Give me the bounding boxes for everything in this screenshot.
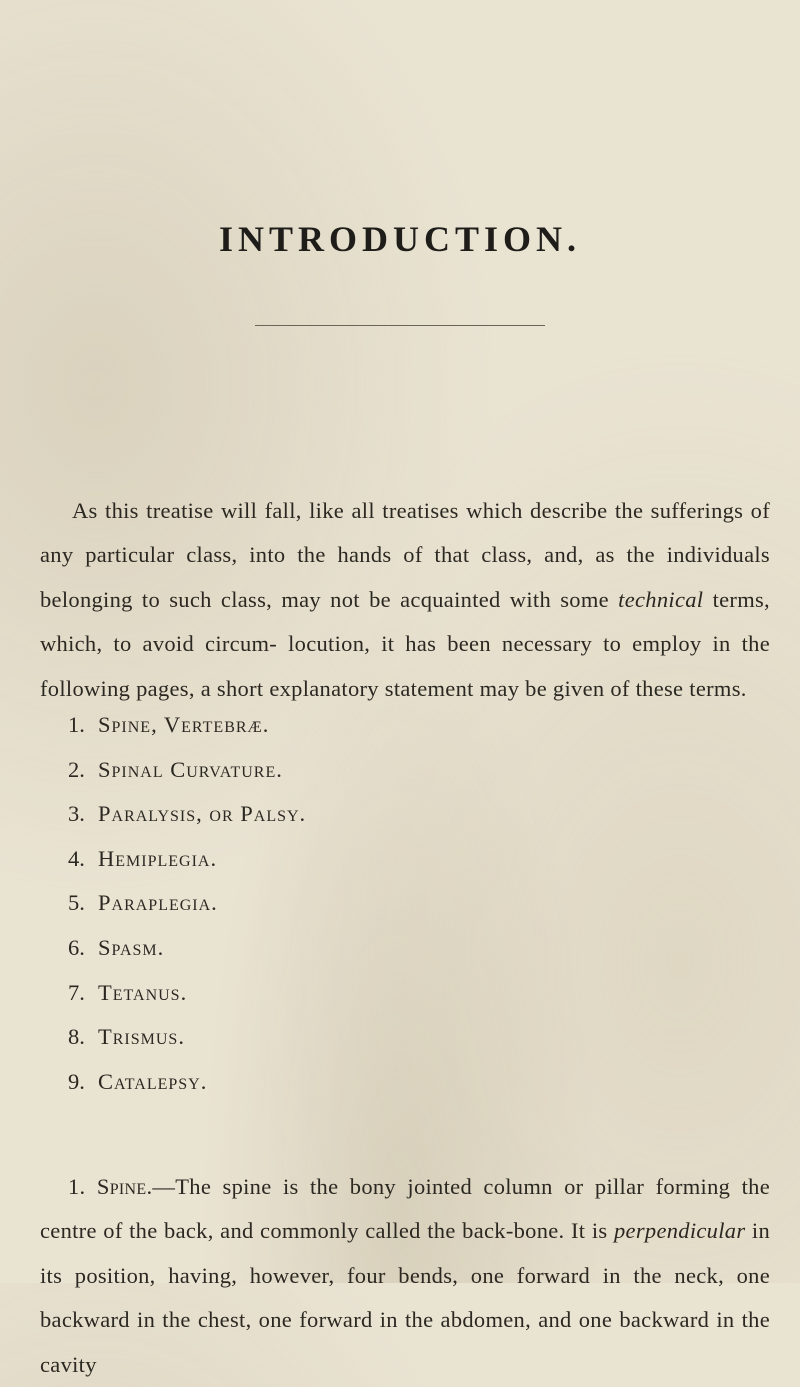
list-term: Spinal Curvature.	[98, 757, 283, 782]
list-item	[68, 703, 306, 748]
list-item	[68, 926, 306, 971]
definition-emphasis: perpendicular	[614, 1218, 745, 1243]
definition-term: Spine.	[97, 1174, 153, 1199]
list-item	[68, 837, 306, 882]
list-term: Trismus.	[98, 1024, 185, 1049]
list-number: 8.	[68, 1015, 98, 1060]
list-item	[68, 792, 306, 837]
list-number: 9.	[68, 1060, 98, 1105]
intro-paragraph	[40, 489, 770, 712]
list-number: 7.	[68, 971, 98, 1016]
intro-text: As this treatise will fall, like all treatises which describe the sufferings of any particular class, into the hands of that class, and, as the individuals belonging to such class, may not be acquainted with some	[40, 498, 770, 612]
list-number: 1.	[68, 703, 98, 748]
definition-text: —The spine is the bony jointed column or pillar forming the centre of the back, and commonly called the back-bone. It is	[40, 1174, 770, 1244]
list-number: 3.	[68, 792, 98, 837]
list-item	[68, 881, 306, 926]
page-title: INTRODUCTION.	[0, 218, 800, 260]
list-term: Spasm.	[98, 935, 164, 960]
list-item	[68, 1015, 306, 1060]
list-term: Paraplegia.	[98, 890, 218, 915]
list-term: Paralysis, or Palsy.	[98, 801, 306, 826]
terms-list	[68, 703, 306, 1104]
title-divider	[255, 325, 545, 326]
definition-paragraph	[40, 1165, 770, 1387]
definition-number: 1.	[40, 1174, 85, 1199]
list-item	[68, 1060, 306, 1105]
list-number: 6.	[68, 926, 98, 971]
list-number: 5.	[68, 881, 98, 926]
definition-text-after: in its position, having, however, four bends, one forward in the neck, one backward in the chest, one forward in the abdomen, and one backward in the cavity	[40, 1218, 770, 1377]
list-number: 2.	[68, 748, 98, 793]
list-term: Catalepsy.	[98, 1069, 207, 1094]
list-term: Spine, Vertebræ.	[98, 712, 269, 737]
intro-text-after: terms, which, to avoid circum- locution, it has been necessary to employ in the following pages, a short explanatory statement may be given of these terms.	[40, 587, 770, 701]
list-item	[68, 971, 306, 1016]
list-term: Tetanus.	[98, 980, 187, 1005]
list-term: Hemiplegia.	[98, 846, 217, 871]
list-number: 4.	[68, 837, 98, 882]
list-item	[68, 748, 306, 793]
intro-emphasis: technical	[618, 587, 703, 612]
